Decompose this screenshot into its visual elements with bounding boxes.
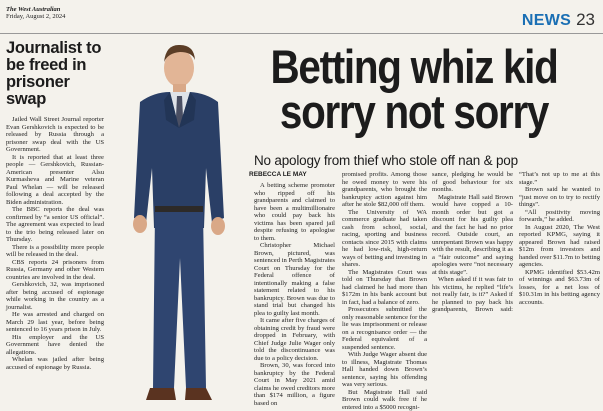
article-column-1 — [254, 182, 335, 407]
section-name: NEWS — [521, 12, 572, 29]
article-column-2 — [342, 171, 427, 411]
sidebar-headline: Journalist to be freed in prisoner swap — [6, 39, 102, 108]
article-paragraph: The University of WA commerce graduate had taken cash from school, social, racing, sporting and business contacts since 2015 with claims he had low-risk, high-return ways of betting and investing in shares. — [342, 208, 427, 268]
article-paragraph: Magistrate Hall said Brown would have copped a 10-month order but got a discount for his guilty plea and the fact he had no prior record. Outside court, an unrepentant Brown was happy with the result, describing it as a “fair outcome” and saying apologies were “not necessary at this stage”. — [432, 193, 513, 276]
page-number: 23 — [576, 10, 595, 29]
article-paragraph: With Judge Wager absent due to illness, Magistrate Thomas Hall handed down Brown’s sentence, saying his offending was very serious. — [342, 351, 427, 388]
sidebar-paragraph: Whelan was jailed after being accused of espionage by Russia. — [6, 356, 104, 371]
article-paragraph: promised profits. Among those he owed money to were his grandparents, who brought the bankruptcy action against him after he stole $82,000 off them. — [342, 171, 427, 208]
article-paragraph: “All positivity moving forwards,” he added. — [519, 208, 600, 223]
article-paragraph: A betting scheme promoter who ripped off his grandparents and claimed to have been a multimillionaire who could pay back his victims has been spared jail despite refusing to apologise to them. — [254, 182, 335, 242]
sidebar-paragraph: Jailed Wall Street Journal reporter Evan Gershkovich is expected to be released by Russia through a prisoner swap deal with the US Government. — [6, 116, 104, 153]
subheadline: No apology from thief who stole off nan & pop — [254, 153, 518, 168]
article-paragraph: But Magistrate Hall said Brown could walk free if he entered into a $5000 recogni- — [342, 388, 427, 411]
man-in-suit-photo — [106, 28, 256, 408]
article-paragraph: When asked if it was fair to his victims, he replied “life’s not really fair, is it?” Asked if he planned to pay back his grandparents, Brown said: “That’s not up to me at this stage.” — [432, 171, 600, 313]
sidebar-body — [6, 116, 104, 371]
sidebar-paragraph: There is a possibility more people will be released in the deal. — [6, 243, 104, 258]
article-paragraph: sance, pledging he would be of good behaviour for six months. — [432, 171, 513, 193]
section-header — [522, 10, 595, 30]
issue-date: Friday, August 2, 2024 — [6, 13, 66, 20]
article-paragraph: KPMG identified $53.42m of winnings and $63.73m of losses, for a net loss of $10.31m in his betting agency accounts. — [519, 268, 600, 306]
article-paragraph: Prosecutors submitted the only reasonable sentence for the lie was imprisonment or release on a recognisance order — the Federal equivalent of a suspended sentence. — [342, 306, 427, 351]
sidebar-paragraph: It is reported that at least three people — Gershkovich, Russian-American presenter Alsu Kurmasheva and Marine veteran Paul Whelan — will be released following a deal accepted by the Biden administration. — [6, 153, 104, 206]
header-rule — [0, 33, 603, 34]
sidebar-paragraph: He was arrested and charged on March 29 last year, before being sentenced to 16 years prison in July. — [6, 311, 104, 333]
article-paragraph: The Magistrates Court was told on Thursday that Brown had claimed he had more than $172m in his bank account but in fact, had a balance of zero. — [342, 268, 427, 306]
article-column-3 — [432, 171, 600, 314]
main-headline — [255, 40, 573, 138]
byline: REBECCA LE MAY — [249, 171, 307, 178]
article-paragraph: Brown, 30, was forced into bankruptcy by the Federal Court in May 2021 amid claims he owed creditors more than $174 million, a figure based on — [254, 362, 335, 407]
masthead — [6, 6, 65, 20]
article-paragraph: Christopher Michael Brown, pictured, was sentenced in Perth Magistrates Court on Thursday for the Federal offence of intentionally making a false statement related to his bankruptcy. Brown was due to stand trial but changed his plea to guilty last month. — [254, 242, 335, 317]
sidebar-paragraph: CBS reports 24 prisoners from Russia, Germany and other Western countries are involved in the deal. — [6, 258, 104, 281]
article-paragraph: Brown said he wanted to “just move on to try to rectify things”. — [519, 186, 600, 208]
sidebar-paragraph: His employer and the US Government have denied the allegations. — [6, 333, 104, 356]
sidebar-paragraph: Gershkovich, 32, was imprisoned after being accused of espionage while working in the country as a journalist. — [6, 281, 104, 311]
article-paragraph: It came after five charges of obtaining credit by fraud were dropped in February, with Chief Judge Julie Wager only told the discontinuance was due to a policy decision. — [254, 317, 335, 362]
sidebar-story — [6, 40, 104, 371]
headline-line: Betting whiz kid — [270, 40, 558, 93]
article-paragraph: In August 2020, The West reported KPMG, saying it appeared Brown had raised $12m from investors and handed over $11.7m to betting agencies. — [519, 223, 600, 268]
publication-name: The West Australian — [6, 6, 61, 13]
headline-line: sorry not sorry — [279, 85, 549, 138]
sidebar-paragraph: The BBC reports the deal was confirmed by “a senior US official”. The agreement was expected to lead to the trio being released later on Thursday. — [6, 206, 104, 243]
